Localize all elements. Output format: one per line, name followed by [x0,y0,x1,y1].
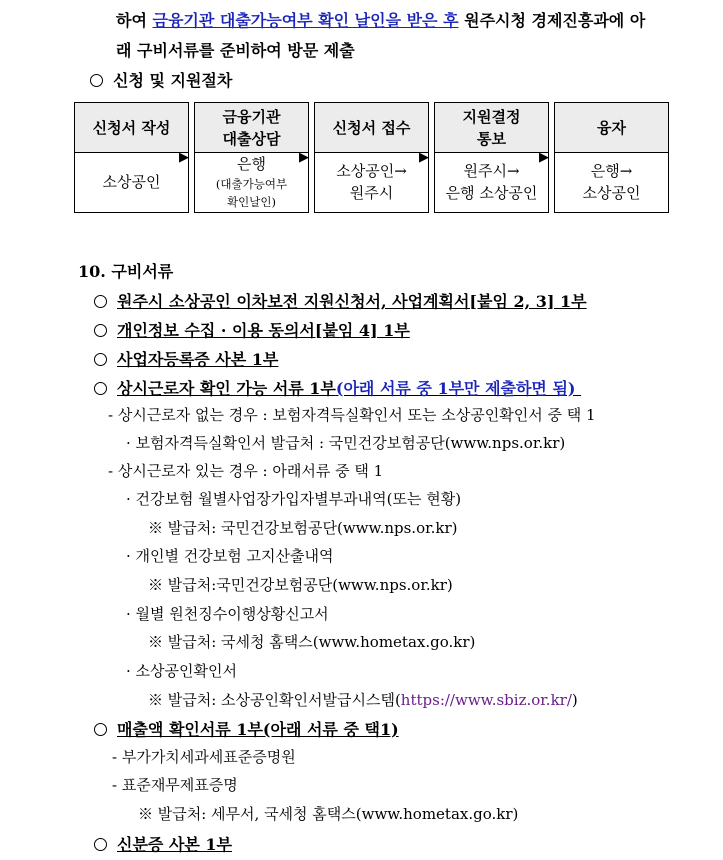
doc-item-6: 신분증 사본 1부 [94,832,232,855]
doc-item-4-case-b-3: · 월별 원천징수이행상황신고서 [126,605,329,623]
intro-line-2: 래 구비서류를 준비하여 방문 제출 [116,41,355,60]
docs-heading: 10. 구비서류 [78,262,174,281]
intro-prefix: 하여 [116,11,153,30]
sbiz-link[interactable]: https://www.sbiz.or.kr/ [400,691,572,709]
flow-step-title: 융자 [555,103,668,153]
doc-item-1: 원주시 소상공인 이차보전 지원신청서, 사업계획서[붙임 2, 3] 1부 [94,289,587,312]
circle-bullet-icon [90,74,103,87]
doc-item-4-case-b-3-note: ※ 발급처: 국세청 홈택스(www.hometax.go.kr) [148,633,476,651]
doc-item-5-b: - 표준재무제표증명 [112,776,238,794]
flow-arrow-icon: ▶ [179,150,189,165]
circle-bullet-icon [94,838,107,851]
intro-line-1 [116,8,645,31]
doc-item-4: 상시근로자 확인 가능 서류 1부(아래 서류 중 1부만 제출하면 됨) [94,376,581,399]
flow-arrow-icon: ▶ [539,150,549,165]
flow-arrow-icon: ▶ [299,150,309,165]
flow-step-actor: 원주시→ 은행 소상공인 [445,162,538,202]
doc-item-5-a: - 부가가치세과세표준증명원 [112,748,296,766]
flow-step-actor: 은행→ 소상공인 [582,162,641,202]
doc-item-4-case-b-4-note: ※ 발급처: 소상공인확인서발급시스템(https://www.sbiz.or.kr/) [148,691,578,709]
doc-item-2: 개인정보 수집 · 이용 동의서[붙임 4] 1부 [94,318,410,341]
doc-item-4-case-b-2-note: ※ 발급처:국민건강보험공단(www.nps.or.kr) [148,576,453,594]
doc-item-3: 사업자등록증 사본 1부 [94,347,278,370]
flow-step-1 [74,102,189,213]
intro-highlight: 금융기관 대출가능여부 확인 날인을 받은 후 [152,11,459,30]
doc-item-4-case-b-2: · 개인별 건강보험 고지산출내역 [126,547,334,565]
flow-step-title: 금융기관 대출상담 [195,103,308,153]
doc-item-4-case-b: - 상시근로자 있는 경우 : 아래서류 중 택 1 [108,462,384,480]
flow-arrow-icon: ▶ [419,150,429,165]
doc-item-4-note: (아래 서류 중 1부만 제출하면 됨) [335,379,576,398]
circle-bullet-icon [94,382,107,395]
doc-item-4-case-a: - 상시근로자 없는 경우 : 보험자격득실확인서 또는 소상공인확인서 중 택 1 [108,406,596,424]
circle-bullet-icon [94,723,107,736]
doc-item-4-case-a-1: · 보험자격득실확인서 발급처 : 국민건강보험공단(www.nps.or.kr) [126,434,566,452]
circle-bullet-icon [94,324,107,337]
procedure-heading: 신청 및 지원절차 [90,68,232,91]
intro-suffix: 원주시청 경제진흥과에 아 [458,11,646,30]
flow-step-actor: 소상공인→ 원주시 [336,162,407,202]
doc-item-4-case-b-4: · 소상공인확인서 [126,662,237,680]
flow-step-3 [314,102,429,213]
flow-step-title: 신청서 작성 [75,103,188,153]
doc-item-5-b-note: ※ 발급처: 세무서, 국세청 홈택스(www.hometax.go.kr) [138,805,519,823]
flow-step-actor: 소상공인 [102,173,161,191]
circle-bullet-icon [94,353,107,366]
doc-item-4-case-b-1-note: ※ 발급처: 국민건강보험공단(www.nps.or.kr) [148,519,458,537]
flow-step-actor: 은행 (대출가능여부 확인날인) [215,155,288,209]
flow-step-title: 신청서 접수 [315,103,428,153]
doc-item-5: 매출액 확인서류 1부(아래 서류 중 택1) [94,717,399,740]
flow-step-2 [194,102,309,213]
doc-item-4-case-b-1: · 건강보험 월별사업장가입자별부과내역(또는 현황) [126,490,462,508]
flow-step-4 [434,102,549,213]
flow-step-5 [554,102,669,213]
flow-step-title: 지원결정 통보 [435,103,548,153]
circle-bullet-icon [94,295,107,308]
